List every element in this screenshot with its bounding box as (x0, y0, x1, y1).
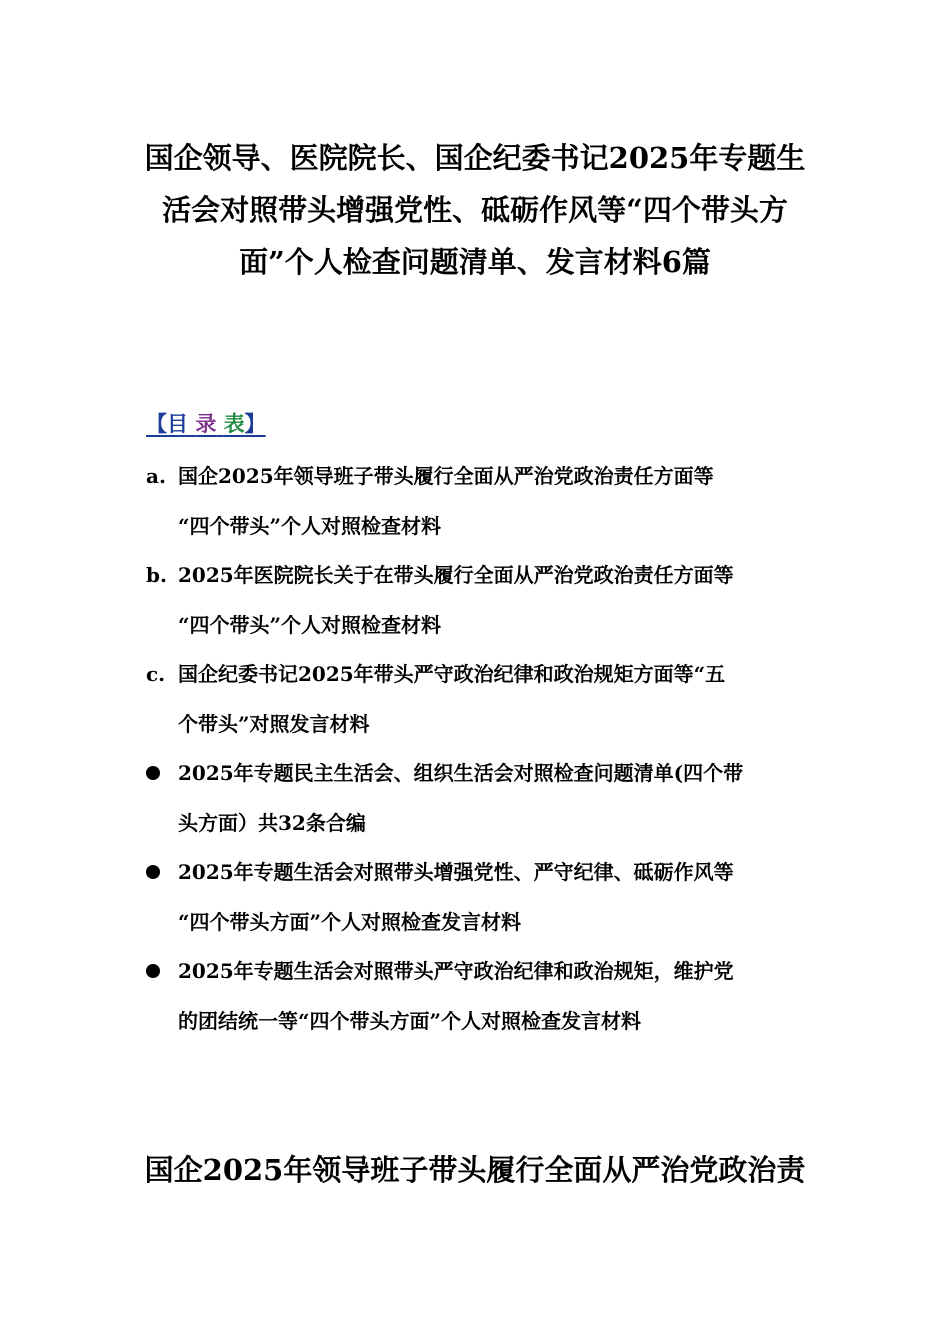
toc-item-marker: b. (146, 563, 167, 587)
toc-item[interactable] (146, 451, 816, 551)
toc-item-text: 2025年专题生活会对照带头严守政治纪律和政治规矩，维护党 (178, 959, 734, 983)
toc-item[interactable] (146, 649, 816, 749)
toc-item-text: “四个带头”个人对照检查材料 (178, 514, 442, 538)
bullet-icon (146, 766, 160, 780)
title-line: 面”个人检查问题清单、发言材料6篇 (239, 245, 711, 279)
toc-item-text: 国企纪委书记2025年带头严守政治纪律和政治规矩方面等“五 (178, 662, 726, 686)
toc-item-text: 2025年专题民主生活会、组织生活会对照检查问题清单(四个带 (178, 761, 744, 785)
toc-item[interactable] (146, 550, 816, 650)
toc-item-text: “四个带头”个人对照检查材料 (178, 613, 442, 637)
toc-item-marker: c. (146, 662, 166, 686)
section-title: 国企2025年领导班子带头履行全面从严治党政治责 (144, 1153, 806, 1187)
toc-heading[interactable] (146, 408, 266, 438)
toc-item-text: 国企2025年领导班子带头履行全面从严治党政治责任方面等 (178, 464, 714, 488)
toc-item-text: 2025年专题生活会对照带头增强党性、严守纪律、砥砺作风等 (178, 860, 734, 884)
toc-heading-char: 表 (223, 411, 245, 436)
document-title (130, 132, 820, 288)
title-line: 国企领导、医院院长、国企纪委书记2025年专题生 (144, 141, 806, 175)
toc-item-marker: a. (146, 464, 166, 488)
toc-item-text: 的团结统一等“四个带头方面”个人对照检查发言材料 (178, 1009, 642, 1033)
toc-item[interactable] (146, 748, 816, 848)
title-line: 活会对照带头增强党性、砥砺作风等“四个带头方 (162, 193, 788, 227)
toc-item[interactable] (146, 847, 816, 947)
toc-item-text: 个带头”对照发言材料 (178, 712, 370, 736)
toc-heading-char: 目 (167, 411, 188, 436)
toc-open-bracket: 【 (146, 411, 167, 436)
toc-close-bracket: 】 (244, 411, 266, 436)
toc-heading-char: 录 (195, 411, 217, 436)
toc-item[interactable] (146, 946, 816, 1046)
toc-item-text: 2025年医院院长关于在带头履行全面从严治党政治责任方面等 (178, 563, 734, 587)
bullet-icon (146, 865, 160, 879)
toc-item-text: 头方面）共32条合编 (178, 811, 366, 835)
toc-item-text: “四个带头方面”个人对照检查发言材料 (178, 910, 522, 934)
bullet-icon (146, 964, 160, 978)
